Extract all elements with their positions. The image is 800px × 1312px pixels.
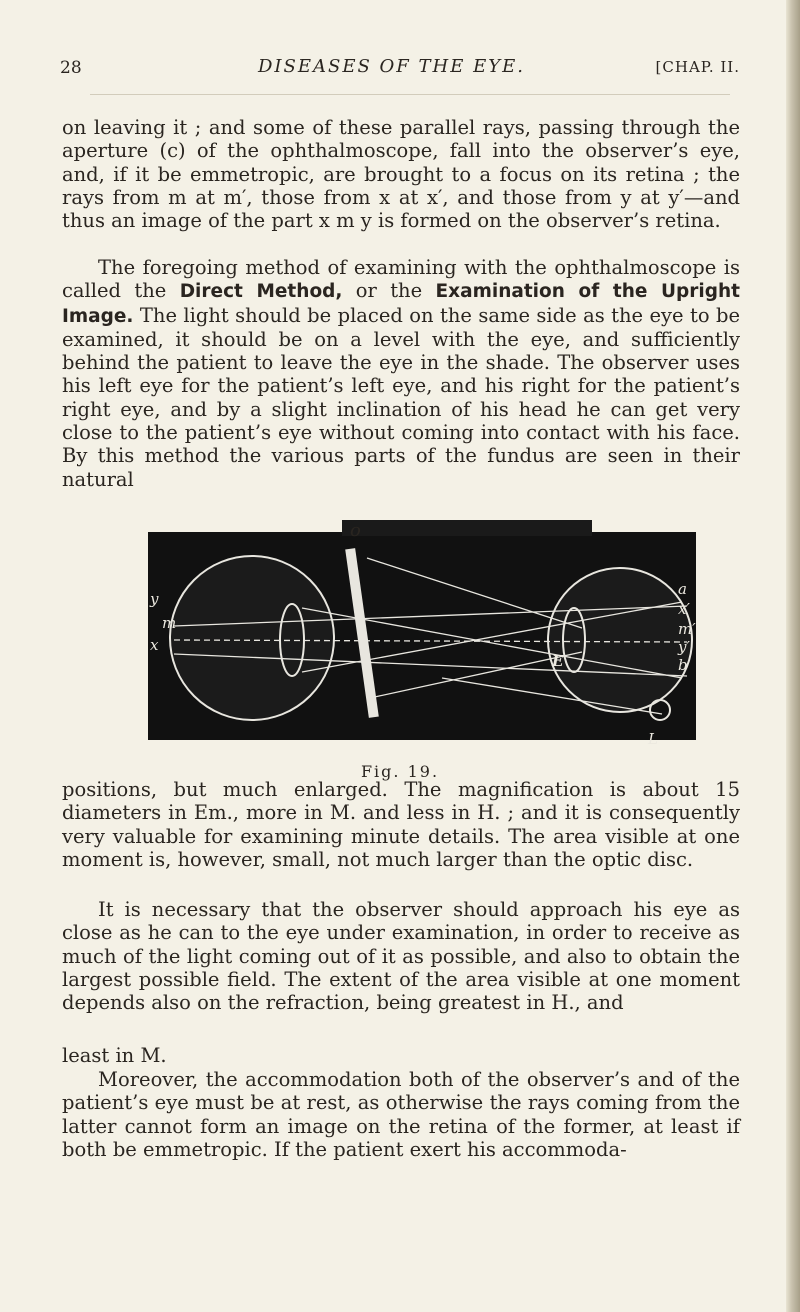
paragraph-2 bbox=[62, 256, 740, 491]
chapter-marker: [CHAP. II. bbox=[655, 58, 740, 76]
paragraph-5: least in M. bbox=[62, 1044, 167, 1067]
observer-eye-outline bbox=[548, 568, 692, 712]
figure-label-e: E bbox=[552, 652, 564, 670]
figure-label-m-left: m bbox=[162, 614, 177, 632]
figure-label-a: a bbox=[678, 580, 687, 598]
paragraph-2-text-b: or the bbox=[342, 279, 436, 303]
upright-image-term: Examination of the Upright Image. bbox=[62, 281, 741, 327]
paragraph-1: on leaving it ; and some of these parallel rays, passing through the aperture (c) of the ophthalmoscope, fall into the observer’s eye, and, if it be emmetropic, are brought to a focus on its retina ; the rays from m at m′, those from x at x′, and those from y at y′—and thus an image of the part x m y is formed on the observer’s retina. bbox=[62, 116, 740, 233]
figure-label-b: b bbox=[678, 656, 688, 674]
paragraph-2-text-a: The foregoing method of examining with the ophthalmoscope is called the bbox=[62, 256, 740, 303]
figure-label-x-right: x′ bbox=[678, 600, 690, 618]
paragraph-4: It is necessary that the observer should approach his eye as close as he can to the eye under examination, in order to receive as much of the light coming out of it as possible, and also to obtain the largest possible field. The extent of the area visible at one moment depends also on the refraction, being greatest in H., and bbox=[62, 898, 740, 1015]
figure-label-y-left: y bbox=[150, 590, 159, 608]
paragraph-6: Moreover, the accommodation both of the observer’s and of the patient’s eye must be at rest, as otherwise the rays coming from the latter cannot form an image on the retina of the former, at least if both be emmetropic. If the patient exert his accommoda- bbox=[62, 1068, 740, 1161]
page-header bbox=[60, 56, 740, 84]
paragraph-2-text-c: The light should be placed on the same side as the eye to be examined, it should be on a level with the eye, and sufficiently behind the patient to leave the eye in the shade. The observer uses his left eye for the patient’s left eye, and his right for the patient’s right eye, and by a slight inclination of his head he can get very close to the patient’s eye without coming into contact with his face. By this method the various parts of the fundus are seen in their natural bbox=[62, 303, 740, 491]
header-rule bbox=[90, 94, 730, 95]
figure-19-diagram bbox=[142, 518, 702, 754]
figure-top-band bbox=[342, 520, 592, 536]
figure-label-y-right: y′ bbox=[678, 638, 690, 656]
page-edge bbox=[786, 0, 800, 1312]
figure-caption: Fig. 19. bbox=[360, 762, 440, 781]
running-title: DISEASES OF THE EYE. bbox=[258, 56, 525, 77]
page-number: 28 bbox=[60, 58, 82, 78]
figure-label-o: o bbox=[350, 520, 361, 541]
direct-method-term: Direct Method, bbox=[179, 281, 343, 303]
paragraph-3: positions, but much enlarged. The magnification is about 15 diameters in Em., more in M. and less in H. ; and it is consequently very valuable for examining minute details. The area visible at one moment is, however, small, not much larger than the optic disc. bbox=[62, 778, 740, 871]
figure-label-m-right: m′ bbox=[678, 620, 696, 638]
figure-label-x-left: x bbox=[150, 636, 159, 654]
patient-eye-outline bbox=[170, 556, 334, 720]
figure-label-l: L bbox=[648, 730, 658, 748]
